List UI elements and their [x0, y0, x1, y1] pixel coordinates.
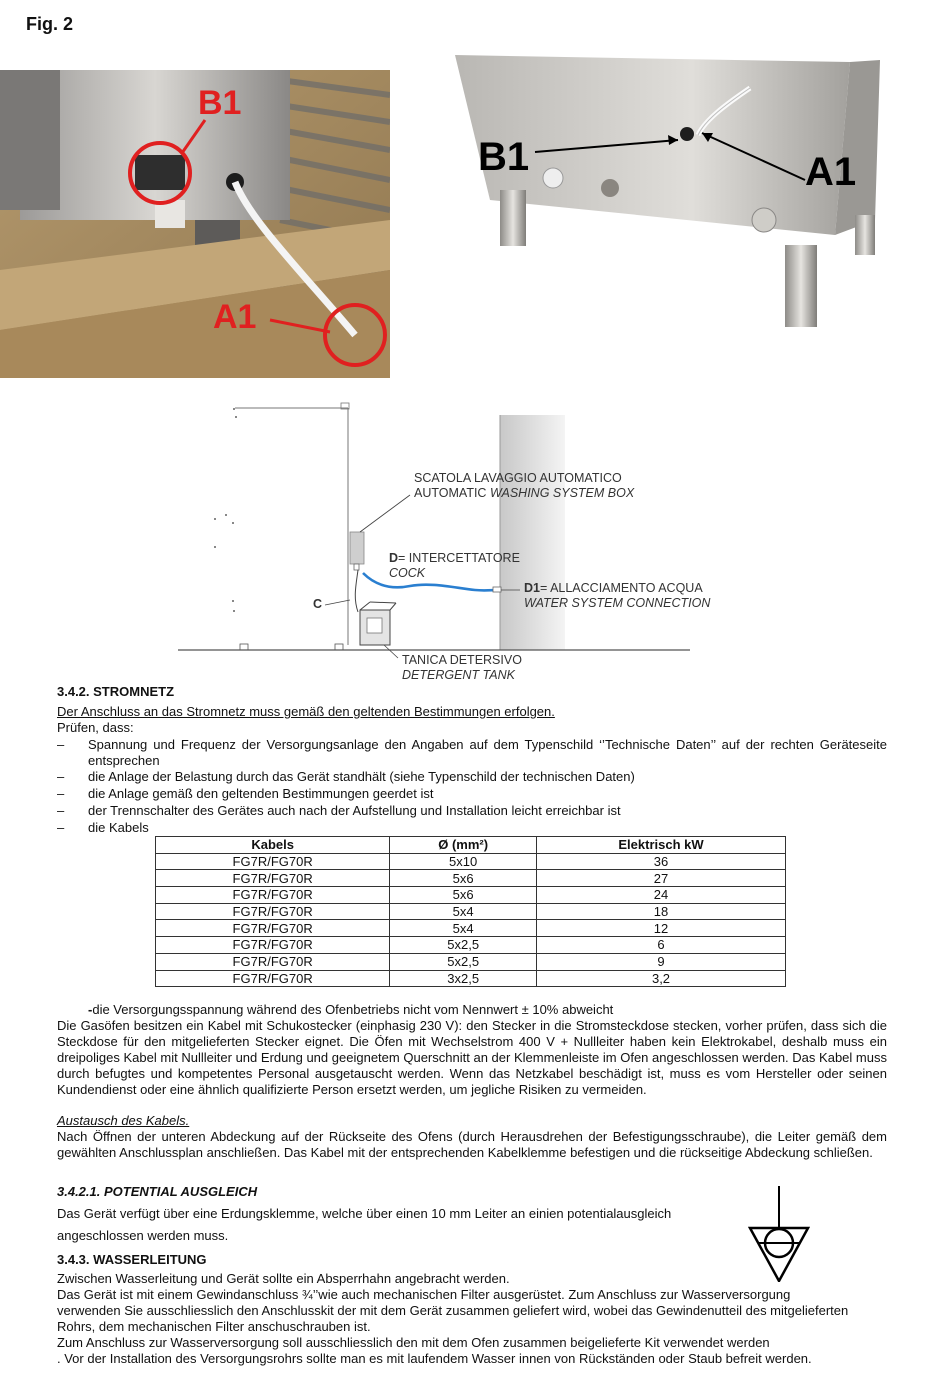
installation-diagram-drawing [170, 400, 750, 690]
wasser-paragraph-3: Zum Anschluss zur Wasserversorgung soll ausschliesslich den mit dem Ofen zusammen beigelieferte Kit verwendet werden [57, 1335, 770, 1350]
table-cell: 9 [537, 953, 786, 970]
table-cell: 12 [537, 920, 786, 937]
figure-title: Fig. 2 [26, 14, 74, 34]
bullet-dash: – [57, 820, 65, 835]
table-row [156, 953, 786, 970]
voltage-note-dash: - [88, 1002, 93, 1017]
section-heading-wasserleitung: 3.4.3. WASSERLEITUNG [57, 1252, 207, 1267]
label-detergent-tank [402, 653, 522, 683]
table-cell: FG7R/FG70R [156, 870, 390, 887]
label-detergent-tank-en-italic: DETERGENT TANK [402, 668, 515, 682]
label-water-connection-en [524, 596, 710, 611]
table-cell: 3x2,5 [390, 970, 537, 987]
wasser-paragraph-4: . Vor der Installation des Versorgungsrohrs sollte man es mit laufendem Wasser innen von Rückständen oder Staub befreit werden. [57, 1351, 812, 1366]
label-cock-text: = INTERCETTATORE [398, 551, 520, 565]
bullet-item: die Kabels [88, 820, 149, 835]
label-cock-en-italic: COCK [389, 566, 426, 580]
cable-table [155, 836, 786, 987]
potential-line-2: angeschlossen werden muss. [57, 1228, 229, 1243]
bullet-item: die Anlage der Belastung durch das Gerät standhält (siehe Typenschild der technischen Daten) [88, 769, 635, 784]
label-water-connection-text: = ALLACCIAMENTO ACQUA [539, 581, 703, 595]
equipotential-symbol-drawing [748, 1186, 810, 1282]
table-header-row [156, 837, 786, 854]
photo-left-label-a1: A1 [213, 298, 257, 336]
photo-oven-connection-left [0, 70, 390, 378]
table-row [156, 887, 786, 904]
wasser-paragraph-2: Das Gerät ist mit einem Gewindanschluss ¾’’wie auch mechanischen Filter ausgerüstet. Zum Anschluss zur Wasserversorgung verwenden Sie ausschliesslich den Anschlusskit der mit dem Gerät zusammen geliefert wird, wobei das Gewindenutteil des mitgelieferten Rohrs, dem mechanischen Filter anschuschrauben ist. [57, 1287, 849, 1334]
table-cell: 36 [537, 853, 786, 870]
label-detergent-tank-en [402, 668, 522, 683]
label-water-connection [524, 581, 710, 611]
cable-replacement-heading: Austausch des Kabels. [57, 1113, 190, 1128]
bullet-item: Spannung und Frequenz der Versorgungsanlage den Angaben auf dem Typenschild ‘’Technische Daten’’ auf der rechten Geräteseite entsprechen [88, 737, 887, 768]
table-cell: 5x4 [390, 903, 537, 920]
table-cell: 6 [537, 937, 786, 954]
table-header-kw: Elektrisch kW [537, 837, 786, 854]
table-row [156, 937, 786, 954]
table-cell: FG7R/FG70R [156, 903, 390, 920]
photo-right-label-a1: A1 [805, 150, 857, 194]
photo-right-illustration [450, 50, 890, 340]
table-cell: FG7R/FG70R [156, 920, 390, 937]
stromnetz-check: Prüfen, dass: [57, 720, 134, 735]
table-header-kabels: Kabels [156, 837, 390, 854]
table-cell: FG7R/FG70R [156, 970, 390, 987]
photo-left-label-b1: B1 [198, 84, 242, 122]
table-cell: FG7R/FG70R [156, 953, 390, 970]
label-washing-box-it: SCATOLA LAVAGGIO AUTOMATICO [414, 471, 622, 485]
stromnetz-intro: Der Anschluss an das Stromnetz muss gemäß den geltenden Bestimmungen erfolgen. [57, 704, 555, 719]
table-cell: 3,2 [537, 970, 786, 987]
label-cock-it [389, 551, 520, 566]
label-cock [389, 551, 520, 581]
bullet-item: die Anlage gemäß den geltenden Bestimmungen geerdet ist [88, 786, 434, 801]
photo-right-label-b1: B1 [478, 135, 530, 179]
table-cell: 24 [537, 887, 786, 904]
bullet-dash: – [57, 786, 65, 801]
table-row [156, 870, 786, 887]
table-cell: 5x2,5 [390, 953, 537, 970]
label-water-connection-letter: D1 [524, 581, 540, 595]
table-cell: 5x2,5 [390, 937, 537, 954]
bullet-dash: – [57, 769, 65, 784]
equipotential-symbol-icon [748, 1186, 810, 1282]
table-row [156, 970, 786, 987]
bullet-dash: – [57, 737, 65, 752]
table-cell: 5x6 [390, 887, 537, 904]
installation-diagram [170, 400, 750, 690]
voltage-note-text: die Versorgungsspannung während des Ofenbetriebs nicht vom Nennwert ± 10% abweicht [92, 1002, 614, 1017]
gas-oven-paragraph: Die Gasöfen besitzen ein Kabel mit Schukostecker (einphasig 230 V): den Stecker in die Stromsteckdose stecken, vorher prüfen, dass sich die Steckdose für den mitgelieferten Stecker eignet. Die Öfen mit Wechselstrom 400 V + Nullleiter haben kein Elektrokabel, deshalb muss ein dreipoliges Kabel mit Nullleiter und Erdung und geeignetem Querschnitt an der Klemmenleiste im Ofen angeschlossen werden. Das Kabel muss durch befugtes und kompetentes Personal ausgetauscht werden. Wenn das Netzkabel beschädigt ist, muss es vom Hersteller oder seinen Kundendienst oder eine ähnlich qualifizierte Person ersetzt werden, um jegliche Risiken zu vermeiden. [57, 1018, 887, 1097]
bullet-dash: – [57, 803, 65, 818]
table-row [156, 920, 786, 937]
table-cell: 18 [537, 903, 786, 920]
table-cell: FG7R/FG70R [156, 853, 390, 870]
label-washing-box [414, 471, 634, 501]
table-cell: 27 [537, 870, 786, 887]
section-heading-potential: 3.4.2.1. POTENTIAL AUSGLEICH [57, 1184, 258, 1199]
label-water-connection-it [524, 581, 710, 596]
cable-replacement-paragraph: Nach Öffnen der unteren Abdeckung auf der Rückseite des Ofens (durch Herausdrehen der Befestigungsschraube), die Leiter gemäß dem gewählten Anschlussplan anschließen. Das Kabel mit der entsprechenden Kabelklemme befestigen und die rückseitige Abdeckung schließen. [57, 1129, 887, 1160]
table-row [156, 903, 786, 920]
photo-left-illustration [0, 70, 390, 378]
table-cell: 5x4 [390, 920, 537, 937]
photo-oven-connection-right [450, 50, 890, 340]
table-cell: FG7R/FG70R [156, 937, 390, 954]
potential-line-1: Das Gerät verfügt über eine Erdungsklemme, welche über einen 10 mm Leiter an einien potentialausgleich [57, 1206, 672, 1221]
table-header-diameter: Ø (mm²) [390, 837, 537, 854]
label-water-connection-en-italic: WATER SYSTEM CONNECTION [524, 596, 711, 610]
wasser-paragraph-1: Zwischen Wasserleitung und Gerät sollte ein Absperrhahn angebracht werden. [57, 1271, 510, 1286]
label-washing-box-en [414, 486, 634, 501]
voltage-note [88, 1002, 613, 1018]
label-c: C [313, 597, 323, 611]
table-row [156, 853, 786, 870]
table-cell: 5x10 [390, 853, 537, 870]
label-cock-en [389, 566, 520, 581]
label-detergent-tank-it: TANICA DETERSIVO [402, 653, 522, 667]
label-cock-letter: D [389, 551, 399, 565]
bullet-item: der Trennschalter des Gerätes auch nach der Aufstellung und Installation leicht erreichbar ist [88, 803, 621, 818]
label-washing-box-en-prefix: AUTOMATIC [414, 486, 490, 500]
label-washing-box-en-italic: WASHING SYSTEM BOX [489, 486, 635, 500]
table-cell: 5x6 [390, 870, 537, 887]
section-heading-stromnetz: 3.4.2. STROMNETZ [57, 684, 175, 699]
table-cell: FG7R/FG70R [156, 887, 390, 904]
